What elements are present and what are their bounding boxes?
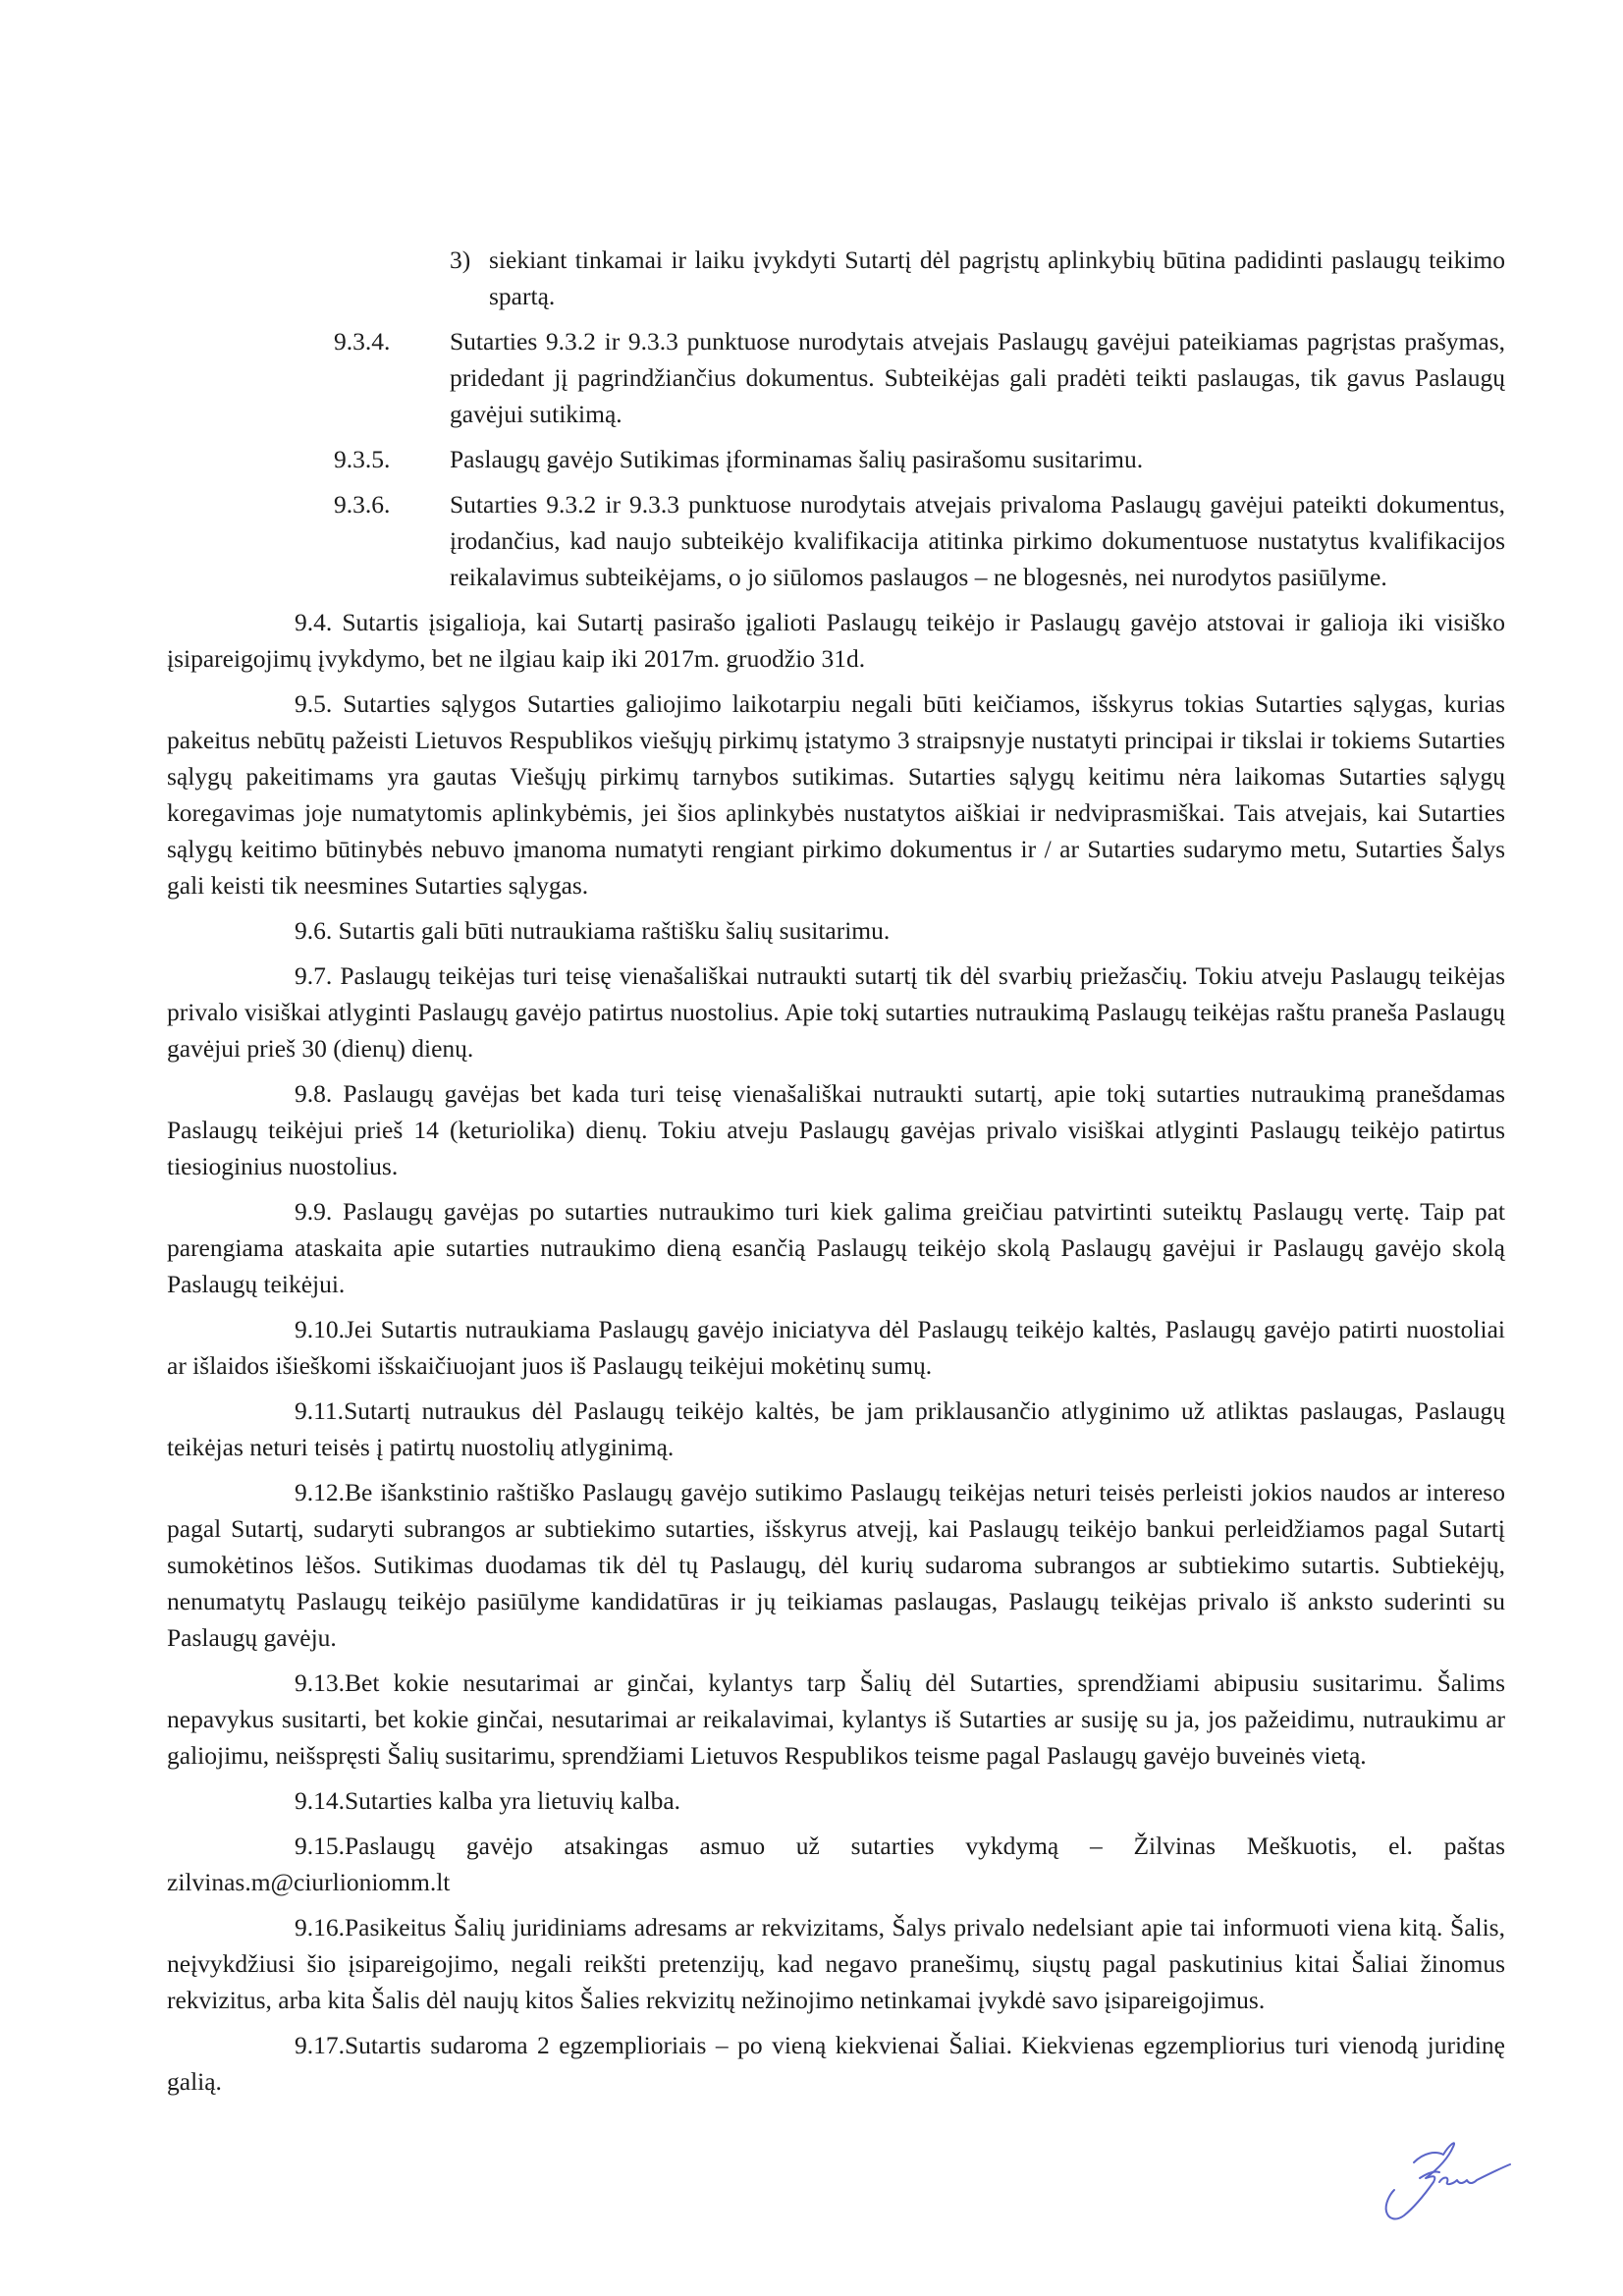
clause: [167, 2027, 1505, 2100]
clause: [167, 957, 1505, 1066]
sub-clause-text: Paslaugų gavėjo Sutikimas įforminamas šalių pasirašomu susitarimu.: [450, 445, 1144, 473]
clause: [167, 1909, 1505, 2018]
sub-clause: [167, 486, 1505, 595]
document-page: [167, 242, 1505, 2108]
clause-number: 9.10.: [295, 1315, 345, 1343]
clause: [167, 1665, 1505, 1774]
clause-text: Sutartis įsigalioja, kai Sutartį pasirašo įgalioti Paslaugų teikėjo ir Paslaugų gavėjo atstovai ir galioja iki visiško įsipareigojimų įvykdymo, bet ne ilgiau kaip iki 2017m. gruodžio 31d.: [167, 608, 1505, 673]
clause: [167, 604, 1505, 677]
clause-text: Paslaugų gavėjas po sutarties nutraukimo turi kiek galima greičiau patvirtinti suteiktų Paslaugų vertę. Taip pat parengiama ataskaita apie sutarties nutraukimo dieną esančią Paslaugų teikėjo skolą Paslaugų gavėjui ir Paslaugų gavėjo skolą Paslaugų teikėjui.: [167, 1197, 1505, 1298]
clause-text: Paslaugų gavėjas bet kada turi teisę vienašališkai nutraukti sutartį, apie tokį sutarties nutraukimą pranešdamas Paslaugų teikėjui prieš 14 (keturiolika) dienų. Tokiu atveju Paslaugų gavėjas privalo visiškai atlyginti Paslaugų teikėjo patirtus tiesioginius nuostolius.: [167, 1079, 1505, 1180]
sub-clause-text: Sutarties 9.3.2 ir 9.3.3 punktuose nurodytais atvejais privaloma Paslaugų gavėjui pateikti dokumentus, įrodančius, kad naujo subteikėjo kvalifikacija atitinka pirkimo dokumentuose nustatytus kvalifikacijos reikalavimus subteikėjams, o jo siūlomos paslaugos – ne blogesnės, nei nurodytos pasiūlyme.: [450, 490, 1505, 591]
clause-number: 9.8.: [295, 1079, 333, 1108]
clause: [167, 1193, 1505, 1302]
clause: [167, 912, 1505, 949]
clause: [167, 1828, 1505, 1900]
clause: [167, 1311, 1505, 1384]
clause-number: 9.12.: [295, 1478, 345, 1506]
sub-clause-number: 9.3.6.: [334, 490, 391, 519]
clause: [167, 1393, 1505, 1465]
sub-clause: [167, 323, 1505, 432]
sub-clause-number: 9.3.4.: [334, 327, 391, 355]
clause: [167, 1474, 1505, 1656]
clause-number: 9.5.: [295, 689, 333, 718]
clause-text: Sutartis gali būti nutraukiama raštišku šalių susitarimu.: [338, 916, 891, 945]
clause: [167, 1075, 1505, 1184]
list-item-text: siekiant tinkamai ir laiku įvykdyti Sutartį dėl pagrįstų aplinkybių būtina padidinti paslaugų teikimo spartą.: [489, 246, 1505, 310]
sub-clause-text: Sutarties 9.3.2 ir 9.3.3 punktuose nurodytais atvejais Paslaugų gavėjui pateikiamas pagrįstas prašymas, pridedant jį pagrindžiančius dokumentus. Subteikėjas gali pradėti teikti paslaugas, tik gavus Paslaugų gavėjui sutikimą.: [450, 327, 1505, 428]
clause-text: Be išankstinio raštiško Paslaugų gavėjo sutikimo Paslaugų teikėjas neturi teisės perleisti jokios naudos ar intereso pagal Sutartį, sudaryti subrangos ar subtiekimo sutarties, išskyrus atvejį, kai Paslaugų teikėjo bankui perleidžiamos pagal Sutartį sumokėtinos lėšos. Sutikimas duodamas tik dėl tų Paslaugų, dėl kurių sudaroma subrangos ar subtiekimo sutartis. Subtiekėjų, nenumatytų Paslaugų teikėjo pasiūlyme kandidatūras ir jų teikiamas paslaugas, Paslaugų teikėjas privalo iš anksto suderinti su Paslaugų gavėju.: [167, 1478, 1505, 1652]
clause-number: 9.4.: [295, 608, 333, 636]
clause: [167, 1782, 1505, 1819]
clause-text: Sutartis sudaroma 2 egzemplioriais – po vieną kiekvienai Šaliai. Kiekvienas egzempliorius turi vienodą juridinę galią.: [167, 2031, 1505, 2096]
sub-clause-number: 9.3.5.: [334, 445, 391, 473]
clause-text: Paslaugų teikėjas turi teisę vienašališkai nutraukti sutartį tik dėl svarbių priežasčių. Tokiu atveju Paslaugų teikėjas privalo visiškai atlyginti Paslaugų gavėjo patirtus nuostolius. Apie tokį sutarties nutraukimą Paslaugų teikėjas raštu praneša Paslaugų gavėjui prieš 30 (dienų) dienų.: [167, 961, 1505, 1063]
clause-number: 9.13.: [295, 1668, 345, 1697]
clause-text: Sutarties kalba yra lietuvių kalba.: [345, 1786, 681, 1815]
clause-number: 9.11.: [295, 1396, 345, 1425]
clause-number: 9.15.: [295, 1831, 345, 1860]
clause-number: 9.9.: [295, 1197, 333, 1226]
clause-text: Bet kokie nesutarimai ar ginčai, kylantys tarp Šalių dėl Sutarties, sprendžiami abipusiu susitarimu. Šalims nepavykus susitarti, bet kokie ginčai, nesutarimai ar reikalavimai, kylantys iš Sutarties ar susiję su ja, jos pažeidimu, nutraukimu ar galiojimu, neišspręsti Šalių susitarimu, sprendžiami Lietuvos Respublikos teisme pagal Paslaugų gavėjo buveinės vietą.: [167, 1668, 1505, 1770]
clause-number: 9.16.: [295, 1913, 345, 1941]
list-item: [167, 242, 1505, 314]
clause-number: 9.17.: [295, 2031, 345, 2059]
clause-number: 9.7.: [295, 961, 333, 990]
clause-text: Sutarties sąlygos Sutarties galiojimo laikotarpiu negali būti keičiamos, išskyrus tokias Sutarties sąlygas, kurias pakeitus nebūtų pažeisti Lietuvos Respublikos viešųjų pirkimų įstatymo 3 straipsnyje nustatyti principai ir tikslai ir tokiems Sutarties sąlygų pakeitimams yra gautas Viešųjų pirkimų tarnybos sutikimas. Sutarties sąlygų keitimu nėra laikomas Sutarties sąlygų koregavimas joje numatytomis aplinkybėmis, jei šios aplinkybės nustatytos aiškiai ir nedviprasmiškai. Tais atvejais, kai Sutarties sąlygų keitimo būtinybės nebuvo įmanoma numatyti rengiant pirkimo dokumentus ir / ar Sutarties sudarymo metu, Sutarties Šalys gali keisti tik neesmines Sutarties sąlygas.: [167, 689, 1505, 900]
clause-text: Sutartį nutraukus dėl Paslaugų teikėjo kaltės, be jam priklausančio atlyginimo už atliktas paslaugas, Paslaugų teikėjas neturi teisės į patirtų nuostolių atlyginimą.: [167, 1396, 1505, 1461]
sub-clause: [167, 441, 1505, 477]
signature-icon: [1375, 2131, 1571, 2249]
clause-number: 9.6.: [295, 916, 333, 945]
signature: [1375, 2131, 1571, 2249]
clause-text: Paslaugų gavėjo atsakingas asmuo už sutarties vykdymą – Žilvinas Meškuotis, el. paštas zilvinas.m@ciurlioniomm.lt: [167, 1831, 1505, 1896]
clause-text: Jei Sutartis nutraukiama Paslaugų gavėjo iniciatyva dėl Paslaugų teikėjo kaltės, Paslaugų gavėjo patirti nuostoliai ar išlaidos išieškomi išskaičiuojant juos iš Paslaugų teikėjui mokėtinų sumų.: [167, 1315, 1505, 1380]
clause-text: Pasikeitus Šalių juridiniams adresams ar rekvizitams, Šalys privalo nedelsiant apie tai informuoti viena kitą. Šalis, neįvykdžiusi šio įsipareigojimo, negali reikšti pretenzijų, kad negavo pranešimų, siųstų pagal paskutinius kitai Šaliai žinomus rekvizitus, arba kita Šalis dėl naujų kitos Šalies rekvizitų nežinojimo netinkamai įvykdė savo įsipareigojimus.: [167, 1913, 1505, 2014]
list-item-number: 3): [450, 246, 471, 274]
clause-number: 9.14.: [295, 1786, 345, 1815]
clause: [167, 685, 1505, 903]
